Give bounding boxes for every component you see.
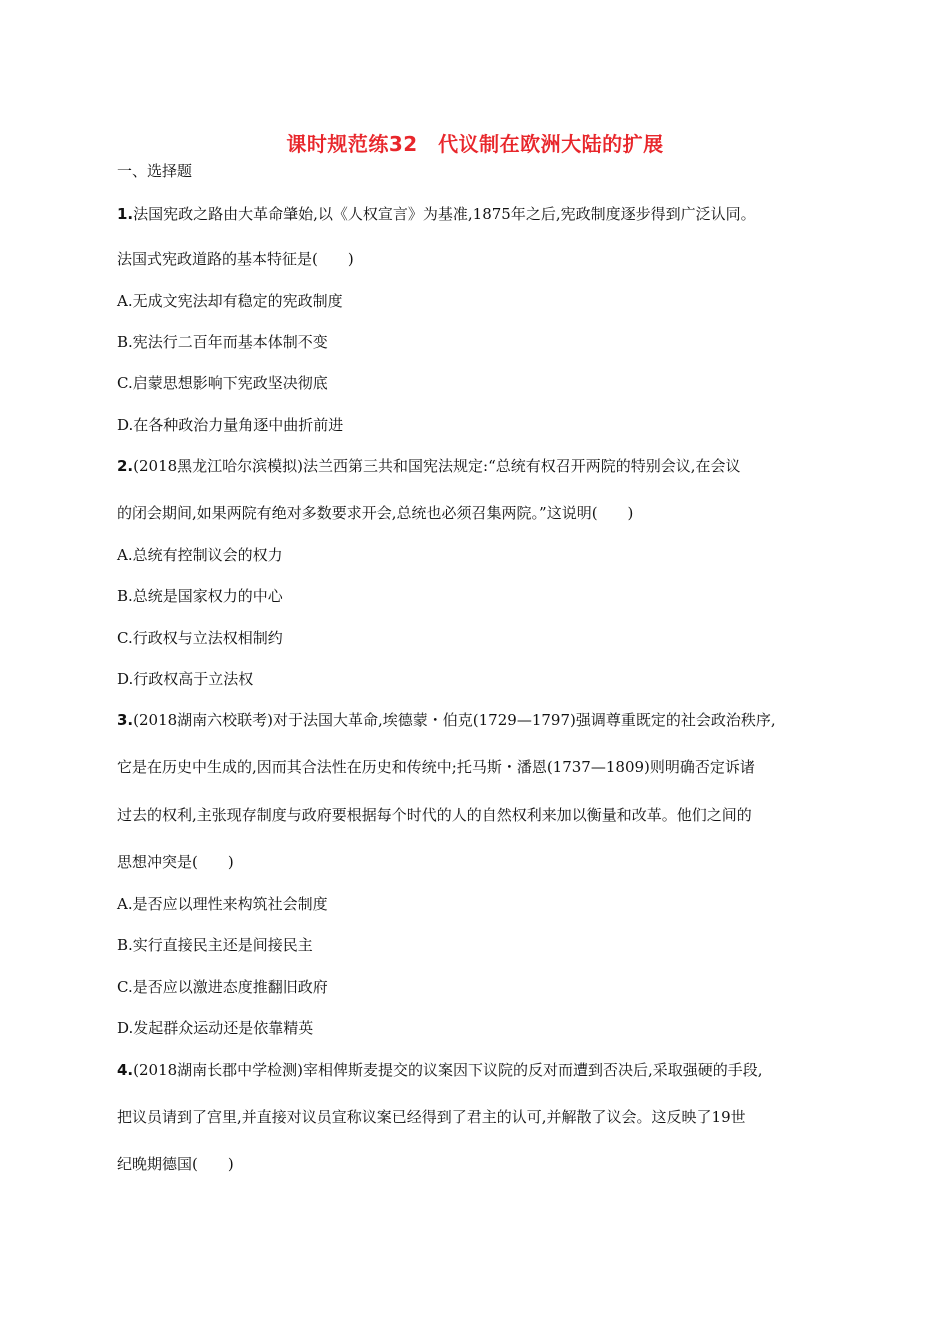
question-3-line-4: 思想冲突是( ) [117,853,234,871]
page-title: 课时规范练32 代议制在欧洲大陆的扩展 [286,132,664,156]
question-2-option-c: C.行政权与立法权相制约 [117,629,283,647]
question-2-line-2: 的闭会期间,如果两院有绝对多数要求开会,总统也必须召集两院。”这说明( ) [117,504,634,522]
question-2-option-a: A.总统有控制议会的权力 [117,546,283,564]
question-4-number: 4. [117,1061,134,1079]
question-1-number: 1. [117,205,134,223]
question-3-line-1 [117,710,776,730]
question-3-number: 3. [117,711,134,729]
question-3-option-c: C.是否应以激进态度推翻旧政府 [117,978,328,996]
question-1-line-2: 法国式宪政道路的基本特征是( ) [117,250,354,268]
question-1-option-b: B.宪法行二百年而基本体制不变 [117,333,328,351]
question-1-option-d: D.在各种政治力量角逐中曲折前进 [117,416,344,434]
question-1-line-1 [117,204,756,224]
question-4-line-3: 纪晚期德国( ) [117,1155,234,1173]
question-4-line-2: 把议员请到了宫里,并直接对议员宣称议案已经得到了君主的认可,并解散了议会。这反映了19世 [117,1108,746,1126]
question-2-option-b: B.总统是国家权力的中心 [117,587,283,605]
question-3-option-b: B.实行直接民主还是间接民主 [117,936,313,954]
question-1-option-c: C.启蒙思想影响下宪政坚决彻底 [117,374,328,392]
question-4-text: (2018湖南长郡中学检测)宰相俾斯麦提交的议案因下议院的反对而遭到否决后,采取强硬的手段, [133,1061,763,1079]
question-3-option-d: D.发起群众运动还是依靠精英 [117,1019,314,1037]
question-2-line-1 [117,456,741,476]
question-2-text: (2018黑龙江哈尔滨模拟)法兰西第三共和国宪法规定:“总统有权召开两院的特别会议,在会议 [133,457,741,475]
question-3-line-3: 过去的权利,主张现存制度与政府要根据每个时代的人的自然权利来加以衡量和改革。他们之间的 [117,806,752,824]
question-2-number: 2. [117,457,134,475]
question-3-option-a: A.是否应以理性来构筑社会制度 [117,895,328,913]
question-3-text: (2018湖南六校联考)对于法国大革命,埃德蒙・伯克(1729—1797)强调尊重既定的社会政治秩序, [133,711,776,729]
question-3-line-2: 它是在历史中生成的,因而其合法性在历史和传统中;托马斯・潘恩(1737—1809)则明确否定诉诸 [117,758,755,776]
question-2-option-d: D.行政权高于立法权 [117,670,254,688]
section-heading: 一、选择题 [117,162,193,180]
question-1-option-a: A.无成文宪法却有稳定的宪政制度 [117,292,343,310]
question-1-text: 法国宪政之路由大革命肇始,以《人权宣言》为基准,1875年之后,宪政制度逐步得到广泛认同。 [133,205,756,223]
question-4-line-1 [117,1060,763,1080]
